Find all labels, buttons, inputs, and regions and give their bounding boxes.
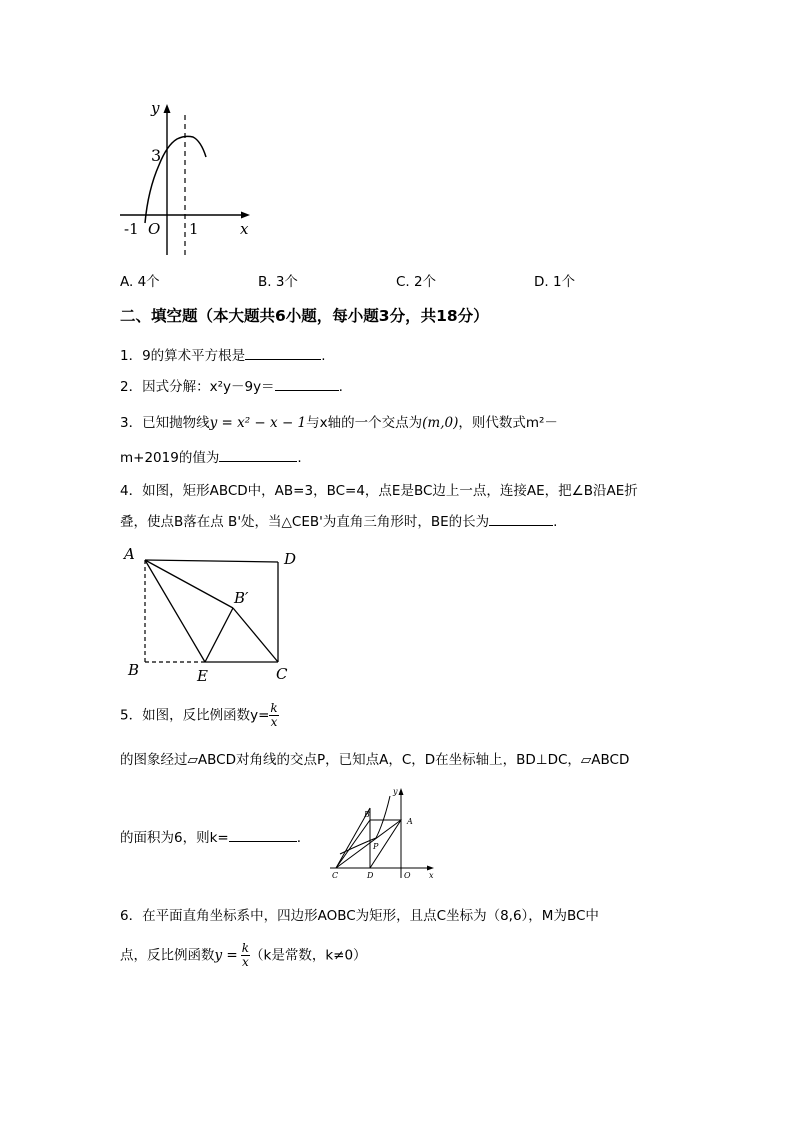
q1-end: . [321,348,326,364]
q1-answer-blank [245,346,321,360]
parabola-graph [115,95,260,260]
question-4-line2 [120,510,557,530]
fig5-label-y: y [393,787,398,796]
fig5-x-arrow [427,866,434,871]
q3-answer-blank [219,448,297,462]
q6-prefix: 点，反比例函数 [120,947,215,964]
q5-frac-num: k [270,701,278,715]
label-b: B [128,661,140,679]
q2-text: 2．因式分解：x²y－9y＝ [120,379,275,395]
y-axis-arrow [164,104,171,113]
graph-label-1: 1 [189,220,199,238]
segment-eb-prime [205,608,233,662]
question-6-line2 [120,942,367,969]
hyperbola-curve [340,796,390,854]
question-2 [120,375,343,395]
q5-line3: 的面积为6，则k= [120,830,229,846]
question-1 [120,344,325,364]
graph-y-label: y [151,99,160,117]
q6-y-eq: y = [214,947,238,964]
x-axis-arrow [241,212,250,219]
question-4-line1: 4．如图，矩形ABCD中，AB=3，BC=4，点E是BC边上一点，连接AE，把∠B沿AE折 [120,483,638,499]
q3-formula: y = x² − x − 1 [209,415,307,431]
q6-frac-den: x [241,955,249,969]
segment-ae [145,560,205,662]
segment-ab-prime [145,560,233,608]
fig5-label-x: x [429,871,434,880]
q6-suffix: （k是常数，k≠0） [250,947,367,964]
fig5-label-o: O [404,871,411,880]
option-b: B. 3个 [258,274,298,290]
side-ad [145,560,278,562]
label-b-prime: B′ [234,589,249,607]
question-3-line1 [120,411,558,431]
q5-end: . [296,830,302,846]
q2-end: . [338,379,343,395]
q3-point: (m,0) [422,415,459,431]
q4-line2: 叠，使点B落在点 B'处，当△CEB'为直角三角形时，BE的长为 [120,514,490,530]
segment-b-prime-c [233,608,278,662]
q4-end: . [553,514,558,530]
fig5-label-b: B [364,810,370,819]
q3-end: . [297,450,302,466]
rectangle-fold-figure [118,542,308,687]
q6-fraction [241,942,250,969]
graph-x-label: x [240,220,249,238]
q5-fraction [269,702,278,729]
q5-prefix: 5．如图，反比例函数y= [120,707,270,724]
graph-label-3: 3 [151,146,162,165]
q4-answer-blank [489,512,553,526]
question-5-line1 [120,702,279,729]
fig5-label-d: D [367,871,374,880]
label-d: D [284,550,297,568]
question-5-line2: 的图象经过▱ABCD对角线的交点P，已知点A，C，D在坐标轴上，BD⊥DC，▱ABCD [120,752,630,768]
fig5-label-p: P [373,842,379,851]
question-6-line1: 6．在平面直角坐标系中，四边形AOBC为矩形，且点C坐标为（8,6），M为BC中 [120,908,599,924]
q1-text: 1．9的算术平方根是 [120,348,246,364]
parallelogram-hyperbola-figure [326,782,441,882]
diagonal-ac [336,820,401,868]
option-a: A. 4个 [120,274,160,290]
q3-mid: 与x轴的一个交点为 [306,415,423,431]
q3-prefix: 3．已知抛物线 [120,415,210,431]
fig5-label-a: A [407,817,413,826]
graph-label-origin: O [148,220,161,238]
q6-frac-num: k [241,941,250,955]
q3-line2: m+2019的值为 [120,450,220,466]
option-c: C. 2个 [396,274,437,290]
q2-answer-blank [275,377,339,391]
question-3-line2 [120,446,302,466]
question-5-line3 [120,826,301,846]
option-d: D. 1个 [534,274,576,290]
fig5-y-arrow [399,788,404,795]
graph-label-neg1: -1 [124,220,139,238]
label-c: C [276,665,288,683]
label-a: A [124,545,135,563]
q5-frac-den: x [270,715,278,729]
q3-suffix: ，则代数式m²－ [458,415,558,431]
q5-answer-blank [229,828,297,842]
label-e: E [197,667,208,685]
fig5-label-c: C [332,871,339,880]
section-title: 二、填空题（本大题共6小题，每小题3分，共18分） [120,307,489,325]
